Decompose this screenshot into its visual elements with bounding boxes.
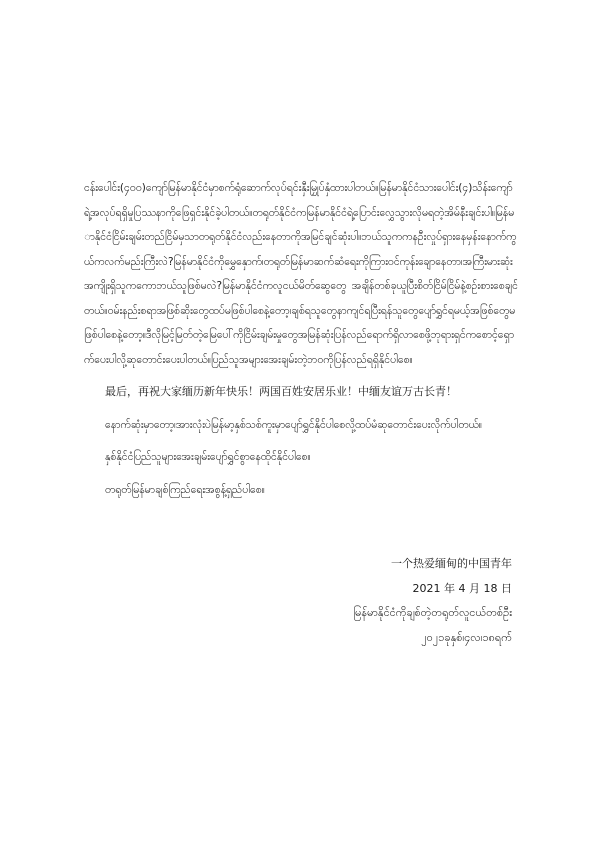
signature-block — [353, 552, 512, 650]
paragraph-friendship-wish: တရုတ်မြန်မာချစ်ကြည်ရေးအစွန့်ရှည်ပါစေ။ — [105, 483, 265, 496]
signature-date-myanmar: ၂၀၂၁ခုနှစ်၊၄လ၊၁၈ရက် — [421, 630, 512, 644]
paragraph-myanmar-wishes: နောက်ဆုံးမှာတော့၊အားလုံးပဲမြန်မာ့နှစ်သစ်ကူးမှာပျော်ရွှင်နိုင်ပါစေလို့ထပ်မံဆုတောင်းပေးလိုက်ပါတယ်။ — [105, 418, 482, 431]
signature-sender-chinese: 一个热爱缅甸的中国青年 — [391, 557, 512, 570]
paragraph-chinese-wishes: 最后，再祝大家缅历新年快乐！两国百姓安居乐业！中缅友谊万古长青！ — [105, 385, 457, 398]
paragraph-main-myanmar: ငန်းပေါင်း(၄၀၀)ကျော်မြန်မာနိုင်ငံမှာစက်ရုံဆောက်လုပ်ရင်းနှီးမြှုပ်နှံထားပါတယ်။မြန်မာနိုင်ငံသားပေါင်း(၄)သိန်းကျော်ရဲ့အလုပ်ရရှိမှုပြဿနာကိုဖြေရှင်းနိုင်ခဲ့ပါတယ်။တရုတ်နိုင်ငံကမြန်မာနိုင်ငံရဲ့ပြောင်းလွှေသွားလိုမရတဲ့အိမ်နီးချင်းပါ။မြန်မာနိုင်ငံငြိမ်းချမ်းတည်ငြိမ်မှသာတရုတ်နိုင်ငံလည်းနေတာကိုအမြင်ချင်ဆုံးပါ။ဘယ်သူကကနဦးလှုပ်ရှားနေမှန်းနောက်ကွယ်ကလက်မည်းကြီးလဲ?မြန်မာနိုင်ငံကိုမွှေနှောက်၊တရုတ်မြန်မာဆက်ဆံရေးကိုကြားဝင်ကုန်းချောနေတာ၊အကြီးမားဆုံးအကျိုးရှိသူကကောဘယ်သူဖြစ်မလဲ?မြန်မာနိုင်ငံကလူငယ်မိတ်ဆွေတွေ အချိန်တစ်ခုယူပြီးစိတ်ငြိမ်ငြိမ်နဲ့စဉ်းစားစေချင်တယ်။ဝမ်းနည်းစရာအဖြစ်ဆိုးတွေထပ်မဖြစ်ပါစေနဲ့တော့၊ချစ်ရသူတွေနာကျင်ရပြီးရန်သူတွေပျော်ရွှင်ရမယ့်အဖြစ်တွေမဖြစ်ပါစေနဲ့တော့။ဒီလိုမြင့်မြတ်တဲ့မြေပေါ်ကိုငြိမ်းချမ်းမှုတွေအမြန်ဆုံးပြန်လည်ရောက်ရှိလာစေဖို့ဘုရားရှင်ကစောင့်ရှောက်ပေးပါလို့ဆုတောင်းပေးပါတယ်။ပြည်သူအများအေးချမ်းတဲ့ဘဝကိုပြန်လည်ရရှိနိုင်ပါစေ။ — [84, 182, 518, 366]
signature-sender-myanmar: မြန်မာနိုင်ငံကိုချစ်တဲ့တရုတ်လူငယ်တစ်ဦး — [353, 606, 512, 619]
letter-body — [84, 176, 518, 510]
signature-date-chinese: 2021 年 4 月 18 日 — [412, 581, 512, 595]
paragraph-peace-wish: နှစ်နိုင်ငံပြည်သူများအေးချမ်းပျော်ရွှင်စွာနေထိုင်နိုင်ပါစေ။ — [105, 451, 311, 463]
